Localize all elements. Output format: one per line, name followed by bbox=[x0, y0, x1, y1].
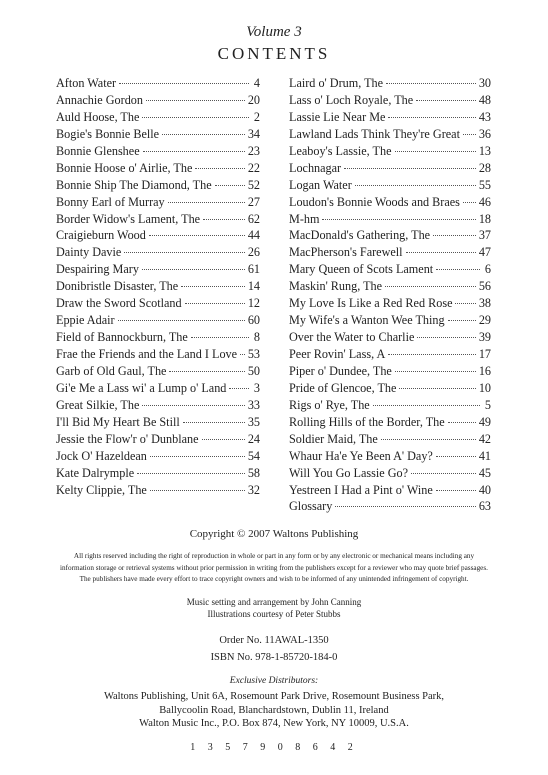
entry-title: Peer Rovin' Lass, A bbox=[289, 347, 386, 361]
entry-title: MacDonald's Gathering, The bbox=[289, 228, 431, 243]
entry-page-number: 17 bbox=[478, 347, 491, 361]
contents-entry bbox=[289, 144, 491, 161]
rights-line: information storage or retrieval systems without prior permission in writing from the publishers except for a reviewer who may quote brief passages. bbox=[60, 563, 488, 572]
dot-leader bbox=[118, 320, 245, 321]
dot-leader bbox=[183, 422, 245, 423]
distributor-line: Walton Music Inc., P.O. Box 874, New York, NY 10009, U.S.A. bbox=[139, 718, 409, 729]
dot-leader bbox=[386, 83, 476, 84]
entry-page-number: 4 bbox=[253, 76, 260, 90]
entry-title: M-hm bbox=[289, 211, 320, 226]
contents-entry bbox=[289, 313, 491, 330]
entry-title: Maskin' Rung, The bbox=[289, 279, 383, 294]
dot-leader bbox=[149, 235, 245, 236]
contents-entry bbox=[56, 432, 260, 449]
dot-leader bbox=[181, 286, 245, 287]
dot-leader bbox=[448, 422, 476, 423]
dot-leader bbox=[411, 473, 476, 474]
music-setting-credit: Music setting and arrangement by John Canning bbox=[186, 597, 362, 607]
entry-title: Piper o' Dundee, The bbox=[289, 363, 392, 378]
contents-entry bbox=[289, 381, 491, 398]
entry-title: Rolling Hills of the Border, The bbox=[289, 414, 445, 429]
entry-page-number: 62 bbox=[247, 211, 260, 226]
dot-leader bbox=[399, 388, 475, 389]
entry-title: Whaur Ha'e Ye Been A' Day? bbox=[289, 448, 433, 463]
entry-title: Will You Go Lassie Go? bbox=[289, 465, 409, 480]
entry-title: Bonnie Hoose o' Airlie, The bbox=[56, 160, 193, 175]
entry-page-number: 28 bbox=[478, 160, 491, 175]
entry-page-number: 24 bbox=[247, 431, 260, 446]
entry-page-number: 49 bbox=[478, 414, 491, 429]
entry-title: Draw the Sword Scotland bbox=[56, 296, 182, 311]
contents-entry bbox=[56, 330, 260, 347]
dot-leader bbox=[463, 134, 476, 135]
contents-entry bbox=[289, 483, 491, 500]
contents-entry bbox=[56, 313, 260, 330]
contents-entry bbox=[289, 398, 491, 415]
contents-entry bbox=[289, 195, 491, 212]
dot-leader bbox=[215, 185, 245, 186]
dot-leader bbox=[385, 286, 476, 287]
dot-leader bbox=[202, 439, 245, 440]
rights-line: All rights reserved including the right of reproduction in whole or part in any form or by any electronic or mechanical means including any bbox=[73, 552, 475, 560]
dot-leader bbox=[146, 100, 245, 101]
dot-leader bbox=[395, 371, 476, 372]
entry-title: Soldier Maid, The bbox=[289, 431, 378, 446]
entry-title: Despairing Mary bbox=[56, 262, 139, 277]
contents-entry bbox=[56, 245, 260, 262]
entry-page-number: 36 bbox=[478, 126, 491, 141]
dot-leader bbox=[119, 83, 249, 84]
contents-entry bbox=[289, 127, 491, 144]
dot-leader bbox=[395, 151, 476, 152]
contents-entry bbox=[289, 161, 491, 178]
dot-leader bbox=[150, 490, 245, 491]
contents-entry bbox=[56, 195, 260, 212]
dot-leader bbox=[168, 202, 245, 203]
contents-column-left bbox=[56, 76, 260, 499]
entry-page-number: 38 bbox=[478, 296, 491, 311]
contents-entry bbox=[289, 262, 491, 279]
dot-leader bbox=[143, 151, 245, 152]
entry-page-number: 37 bbox=[478, 228, 491, 243]
rights-line: The publishers have made every effort to trace copyright owners and wish to be informed of any unintended infringement of copyright. bbox=[79, 575, 469, 583]
entry-title: Frae the Friends and the Land I Love bbox=[56, 347, 238, 361]
distributors-address bbox=[0, 690, 548, 731]
order-number: Order No. 11AWAL-1350 bbox=[219, 635, 329, 646]
dot-leader bbox=[335, 506, 475, 507]
dot-leader bbox=[240, 354, 245, 355]
entry-title: MacPherson's Farewell bbox=[289, 245, 403, 260]
dot-leader bbox=[463, 202, 476, 203]
entry-page-number: 32 bbox=[247, 482, 260, 497]
distributor-line: Waltons Publishing, Unit 6A, Rosemount Park Drive, Rosemount Business Park, bbox=[103, 691, 445, 702]
entry-page-number: 44 bbox=[247, 228, 260, 243]
dot-leader bbox=[203, 219, 245, 220]
entry-title: Mary Queen of Scots Lament bbox=[289, 262, 434, 277]
contents-entry bbox=[289, 279, 491, 296]
entry-title: Kelty Clippie, The bbox=[56, 482, 147, 497]
dot-leader bbox=[191, 337, 249, 338]
entry-title: Eppie Adair bbox=[56, 313, 115, 328]
entry-title: My Wife's a Wanton Wee Thing bbox=[289, 313, 445, 328]
entry-page-number: 56 bbox=[478, 279, 491, 294]
dot-leader bbox=[142, 117, 249, 118]
dot-leader bbox=[381, 439, 476, 440]
entry-title: Jessie the Flow'r o' Dunblane bbox=[56, 431, 199, 446]
entry-page-number: 5 bbox=[484, 397, 491, 412]
contents-entry bbox=[289, 499, 491, 516]
entry-title: Laird o' Drum, The bbox=[289, 76, 384, 90]
entry-page-number: 43 bbox=[478, 109, 491, 124]
entry-title: Field of Bannockburn, The bbox=[56, 330, 188, 345]
entry-title: Great Silkie, The bbox=[56, 397, 140, 412]
dot-leader bbox=[436, 456, 476, 457]
entry-page-number: 52 bbox=[247, 177, 260, 192]
contents-entry bbox=[56, 76, 260, 93]
entry-title: Kate Dalrymple bbox=[56, 465, 135, 480]
entry-title: Garb of Old Gaul, The bbox=[56, 363, 167, 378]
isbn-number: ISBN No. 978-1-85720-184-0 bbox=[210, 652, 338, 663]
contents-entry bbox=[56, 296, 260, 313]
entry-page-number: 14 bbox=[247, 279, 260, 294]
dot-leader bbox=[436, 269, 480, 270]
entry-page-number: 23 bbox=[247, 143, 260, 158]
dot-leader bbox=[142, 405, 244, 406]
entry-page-number: 18 bbox=[478, 211, 491, 226]
entry-page-number: 48 bbox=[478, 92, 491, 107]
contents-entry bbox=[289, 466, 491, 483]
entry-title: Lawland Lads Think They're Great bbox=[289, 126, 460, 141]
dot-leader bbox=[124, 252, 244, 253]
contents-entry bbox=[56, 483, 260, 500]
entry-page-number: 50 bbox=[247, 363, 260, 378]
entry-title: Loudon's Bonnie Woods and Braes bbox=[289, 194, 460, 209]
entry-title: Border Widow's Lament, The bbox=[56, 211, 201, 226]
entry-page-number: 22 bbox=[247, 160, 260, 175]
dot-leader bbox=[344, 168, 476, 169]
contents-entry bbox=[56, 364, 260, 381]
dot-leader bbox=[137, 473, 245, 474]
rights-statement bbox=[20, 551, 528, 586]
entry-title: Bogie's Bonnie Belle bbox=[56, 126, 160, 141]
entry-page-number: 12 bbox=[247, 296, 260, 311]
entry-title: Rigs o' Rye, The bbox=[289, 397, 370, 412]
volume-label: Volume 3 bbox=[246, 24, 302, 40]
contents-entry bbox=[56, 398, 260, 415]
dot-leader bbox=[150, 456, 245, 457]
entry-page-number: 13 bbox=[478, 143, 491, 158]
contents-entry bbox=[289, 347, 491, 364]
dot-leader bbox=[388, 117, 475, 118]
dot-leader bbox=[162, 134, 245, 135]
contents-entry bbox=[56, 449, 260, 466]
entry-page-number: 41 bbox=[478, 448, 491, 463]
contents-entry bbox=[56, 161, 260, 178]
contents-entry bbox=[56, 381, 260, 398]
dot-leader bbox=[355, 185, 476, 186]
contents-entry bbox=[56, 262, 260, 279]
contents-entry bbox=[289, 296, 491, 313]
entry-title: Pride of Glencoe, The bbox=[289, 380, 397, 395]
entry-page-number: 27 bbox=[247, 194, 260, 209]
entry-title: Jock O' Hazeldean bbox=[56, 448, 147, 463]
dot-leader bbox=[229, 388, 249, 389]
entry-page-number: 45 bbox=[478, 465, 491, 480]
dot-leader bbox=[169, 371, 244, 372]
entry-title: Gi'e Me a Lass wi' a Lump o' Land bbox=[56, 380, 227, 395]
contents-entry bbox=[56, 110, 260, 127]
dot-leader bbox=[416, 100, 476, 101]
dot-leader bbox=[436, 490, 476, 491]
page-title: CONTENTS bbox=[217, 44, 331, 63]
contents-entry bbox=[289, 110, 491, 127]
contents-entry bbox=[289, 76, 491, 93]
contents-entry bbox=[56, 279, 260, 296]
contents-entry bbox=[56, 127, 260, 144]
entry-page-number: 16 bbox=[478, 363, 491, 378]
entry-title: Dainty Davie bbox=[56, 245, 122, 260]
entry-page-number: 3 bbox=[253, 380, 260, 395]
entry-page-number: 34 bbox=[247, 126, 260, 141]
entry-page-number: 8 bbox=[253, 330, 260, 345]
dot-leader bbox=[142, 269, 245, 270]
dot-leader bbox=[455, 303, 475, 304]
entry-page-number: 40 bbox=[478, 482, 491, 497]
entry-title: Lass o' Loch Royale, The bbox=[289, 92, 414, 107]
entry-page-number: 46 bbox=[478, 194, 491, 209]
entry-page-number: 42 bbox=[478, 431, 491, 446]
distributor-line: Ballycoolin Road, Blanchardstown, Dublin 11, Ireland bbox=[159, 704, 389, 716]
dot-leader bbox=[373, 405, 480, 406]
contents-entry bbox=[56, 93, 260, 110]
contents-entry bbox=[289, 415, 491, 432]
entry-page-number: 6 bbox=[484, 262, 491, 277]
entry-title: Craigieburn Wood bbox=[56, 228, 146, 243]
dot-leader bbox=[417, 337, 475, 338]
entry-title: Bonnie Ship The Diamond, The bbox=[56, 177, 212, 192]
print-line: 1 3 5 7 9 0 8 6 4 2 bbox=[190, 742, 358, 753]
entry-page-number: 54 bbox=[247, 448, 260, 463]
contents-entry bbox=[289, 330, 491, 347]
entry-title: Bonnie Glenshee bbox=[56, 143, 140, 158]
contents-entry bbox=[56, 178, 260, 195]
contents-entry bbox=[289, 178, 491, 195]
contents-entry bbox=[56, 347, 260, 364]
distributors-label: Exclusive Distributors: bbox=[229, 676, 319, 686]
contents-column-right bbox=[289, 76, 491, 516]
entry-title: Yestreen I Had a Pint o' Wine bbox=[289, 482, 433, 497]
entry-page-number: 30 bbox=[478, 76, 491, 90]
entry-page-number: 35 bbox=[247, 414, 260, 429]
dot-leader bbox=[433, 235, 476, 236]
entry-page-number: 33 bbox=[247, 397, 260, 412]
dot-leader bbox=[406, 252, 476, 253]
dot-leader bbox=[448, 320, 476, 321]
entry-page-number: 63 bbox=[478, 499, 491, 514]
entry-title: Logan Water bbox=[289, 177, 352, 192]
entry-title: Auld Hoose, The bbox=[56, 109, 140, 124]
contents-entry bbox=[289, 245, 491, 262]
copyright-notice: Copyright © 2007 Waltons Publishing bbox=[189, 528, 359, 540]
entry-page-number: 55 bbox=[478, 177, 491, 192]
dot-leader bbox=[195, 168, 244, 169]
contents-entry bbox=[56, 144, 260, 161]
entry-title: Donibristle Disaster, The bbox=[56, 279, 179, 294]
entry-title: Leaboy's Lassie, The bbox=[289, 143, 392, 158]
illustrations-credit: Illustrations courtesy of Peter Stubbs bbox=[207, 608, 341, 619]
entry-title: Lassie Lie Near Me bbox=[289, 109, 386, 124]
contents-entry bbox=[289, 93, 491, 110]
contents-entry bbox=[56, 212, 260, 229]
dot-leader bbox=[322, 219, 475, 220]
entry-page-number: 53 bbox=[247, 347, 260, 361]
entry-page-number: 39 bbox=[478, 330, 491, 345]
entry-page-number: 10 bbox=[478, 380, 491, 395]
contents-entry bbox=[289, 212, 491, 229]
entry-page-number: 61 bbox=[247, 262, 260, 277]
entry-page-number: 60 bbox=[247, 313, 260, 328]
entry-title: Afton Water bbox=[56, 76, 117, 90]
entry-title: Annachie Gordon bbox=[56, 92, 143, 107]
entry-title: My Love Is Like a Red Red Rose bbox=[289, 296, 453, 311]
entry-title: I'll Bid My Heart Be Still bbox=[56, 414, 180, 429]
contents-entry bbox=[289, 432, 491, 449]
entry-page-number: 2 bbox=[253, 109, 260, 124]
contents-entry bbox=[289, 364, 491, 381]
entry-page-number: 29 bbox=[478, 313, 491, 328]
entry-page-number: 26 bbox=[247, 245, 260, 260]
dot-leader bbox=[388, 354, 476, 355]
contents-entry bbox=[56, 228, 260, 245]
entry-page-number: 20 bbox=[247, 92, 260, 107]
contents-entry bbox=[289, 228, 491, 245]
contents-entry bbox=[56, 415, 260, 432]
entry-page-number: 58 bbox=[247, 465, 260, 480]
entry-title: Over the Water to Charlie bbox=[289, 330, 415, 345]
credits bbox=[0, 597, 548, 620]
entry-page-number: 47 bbox=[478, 245, 491, 260]
contents-entry bbox=[56, 466, 260, 483]
entry-title: Lochnagar bbox=[289, 160, 342, 175]
contents-entry bbox=[289, 449, 491, 466]
entry-title: Glossary bbox=[289, 499, 333, 514]
dot-leader bbox=[185, 303, 245, 304]
entry-title: Bonny Earl of Murray bbox=[56, 194, 165, 209]
